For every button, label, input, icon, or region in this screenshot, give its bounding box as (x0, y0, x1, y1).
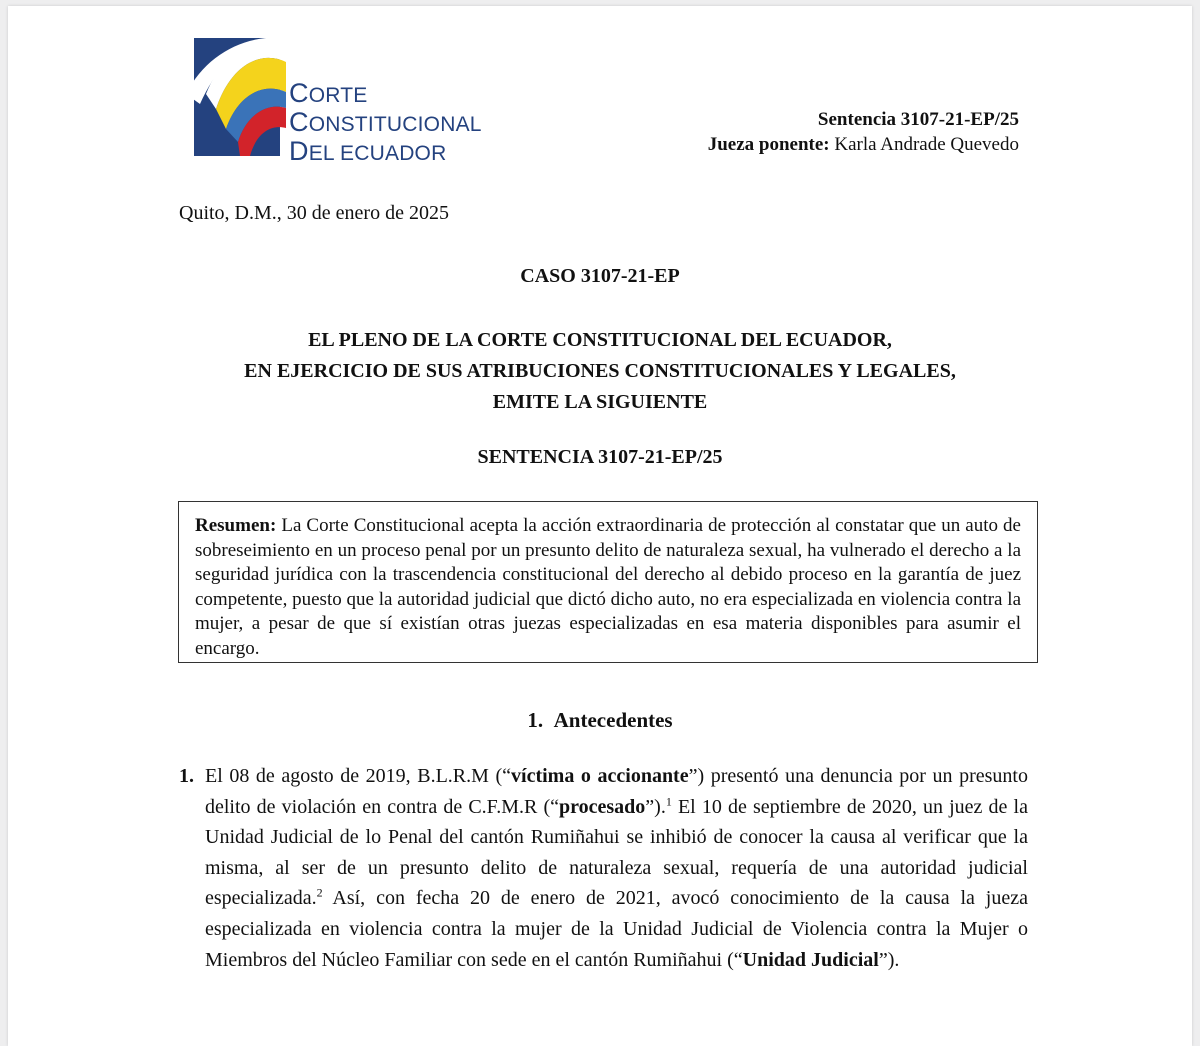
paragraph-number: 1. (179, 765, 194, 787)
section-title: Antecedentes (553, 708, 673, 732)
document-page (8, 6, 1192, 1046)
footnote-ref[interactable]: 2 (316, 885, 323, 900)
document-header (708, 107, 1019, 157)
pleno-line3: EMITE LA SIGUIENTE (492, 391, 708, 413)
logo-line3: EL ECUADOR (308, 142, 447, 165)
summary-label: Resumen: (195, 515, 277, 536)
sentence-title: SENTENCIA 3107-21-EP/25 (477, 446, 723, 468)
judge-label: Jueza ponente: (707, 134, 830, 155)
pleno-heading (8, 325, 1192, 418)
judge-name: Karla Andrade Quevedo (834, 134, 1019, 155)
section-number: 1. (527, 708, 544, 732)
summary-text: La Corte Constitucional acepta la acción extraordinaria de protección al constatar que un auto de sobreseimiento en un proceso penal por un presunto delito de naturaleza sexual, ha vulnerado el derecho a la seguridad jurídica con la trascendencia constitucional del derecho al debido proceso en la garantía de juez competente, puesto que la autoridad judicial que dictó dicho auto, no era especializada en violencia contra la mujer, a pesar de que sí existían otras juezas especializadas en esa materia disponibles para asumir el encargo. (195, 515, 1021, 659)
court-name: CORTE CONSTITUCIONAL DEL ECUADOR (289, 78, 482, 166)
logo-line2: ONSTITUCIONAL (308, 113, 482, 136)
case-title: CASO 3107-21-EP (520, 265, 680, 287)
court-emblem-icon (186, 34, 286, 162)
para-bold-term: Unidad Judicial (742, 948, 879, 971)
pleno-line2: EN EJERCICIO DE SUS ATRIBUCIONES CONSTITUCIONALES Y LEGALES, (244, 360, 956, 382)
para-text: ”). (645, 795, 666, 818)
pleno-line1: EL PLENO DE LA CORTE CONSTITUCIONAL DEL ECUADOR, (308, 329, 892, 351)
para-text: Así, con fecha 20 de enero de 2021, avocó conocimiento de la causa la jueza especializada en violencia contra la mujer de la Unidad Judicial de Violencia contra la Mujer o Miembros del Núcleo Familiar con sede en el cantón Rumiñahui (“ (205, 887, 1028, 971)
logo-line1: ORTE (308, 84, 368, 107)
para-text: ”) presentó una denuncia por un presunto delito de violación en contra de C.F.M.R (“ (205, 765, 1028, 818)
footnote-ref[interactable]: 1 (665, 793, 672, 808)
para-bold-term: víctima o accionante (511, 765, 689, 787)
section-heading (8, 708, 1192, 733)
para-bold-term: procesado (558, 795, 646, 818)
summary-box (178, 501, 1038, 663)
sentence-number: Sentencia 3107-21-EP/25 (817, 109, 1019, 130)
court-logo (186, 34, 516, 164)
paragraph-1 (205, 761, 1028, 975)
para-text: ”). (878, 948, 900, 971)
document-date: Quito, D.M., 30 de enero de 2025 (179, 202, 449, 224)
para-text: El 08 de agosto de 2019, B.L.R.M (“ (205, 765, 512, 787)
para-text: El 10 de septiembre de 2020, un juez de la Unidad Judicial de lo Penal del cantón Rumiñahui se inhibió de conocer la causa al verificar que la misma, al ser de un presunto delito de naturaleza sexual, requería de una autoridad judicial especializada. (205, 795, 1028, 910)
